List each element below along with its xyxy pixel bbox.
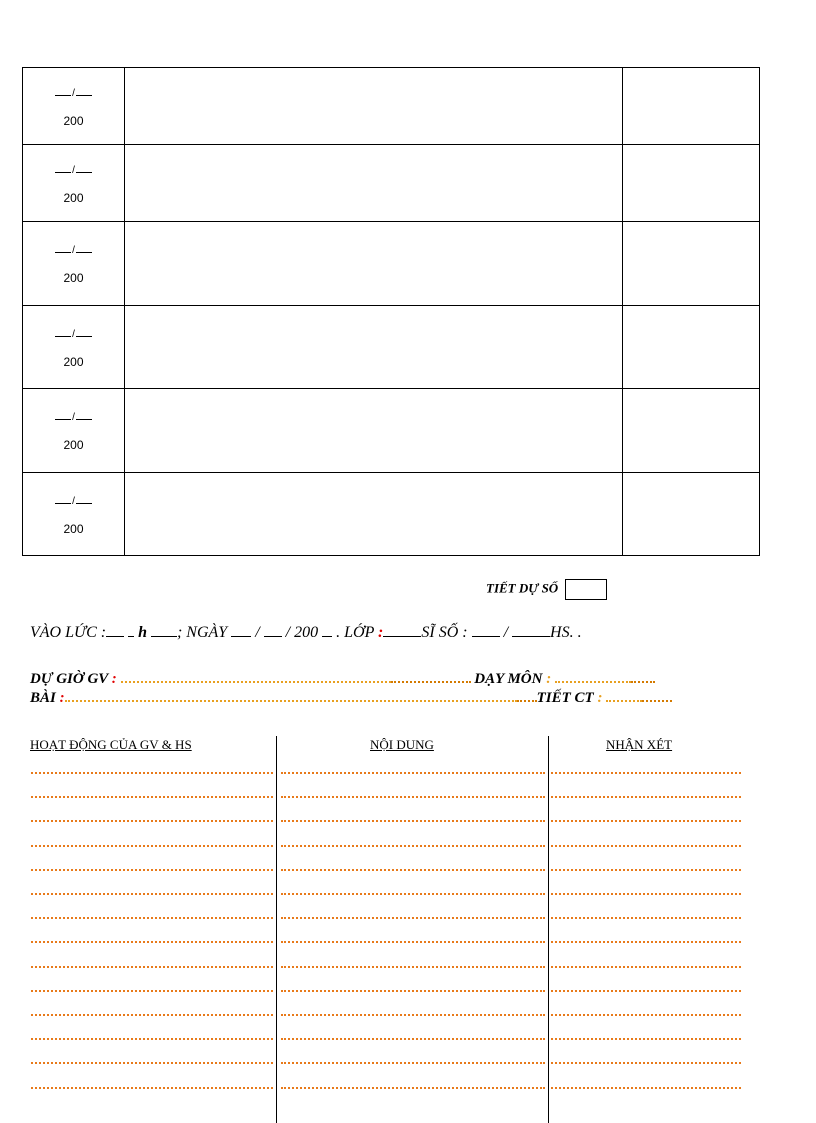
writing-line[interactable]: [31, 820, 273, 822]
date-cell[interactable]: / 200: [23, 222, 125, 306]
writing-line[interactable]: [281, 1038, 545, 1040]
writing-line[interactable]: [31, 772, 273, 774]
writing-line[interactable]: [31, 869, 273, 871]
date-cell[interactable]: / 200: [23, 306, 125, 389]
sign-cell[interactable]: [623, 145, 760, 222]
du-gio-gv-label: DỰ GIỜ GV: [30, 671, 109, 687]
writing-line[interactable]: [551, 966, 741, 968]
lesson-line: BÀI : TIẾT CT :: [30, 690, 672, 707]
tiet-ct-label: TIẾT CT: [536, 690, 594, 706]
date-cell[interactable]: / 200: [23, 389, 125, 473]
tiet-du-so-label: TIẾT DỰ SỐ: [486, 580, 559, 596]
writing-line[interactable]: [31, 917, 273, 919]
writing-line[interactable]: [281, 869, 545, 871]
present-blank[interactable]: [472, 624, 500, 637]
writing-line[interactable]: [551, 941, 741, 943]
writing-line[interactable]: [551, 796, 741, 798]
tiet-du-so-box[interactable]: [565, 579, 607, 600]
writing-line[interactable]: [31, 966, 273, 968]
date-year: 200: [63, 190, 84, 205]
log-row: [23, 145, 760, 222]
vao-luc-label: VÀO LỨC :: [30, 624, 107, 641]
column-activities-header: HOẠT ĐỘNG CỦA GV & HS: [30, 737, 192, 752]
column-comments-header: NHẬN XÉT: [606, 737, 673, 752]
hs-label: HS. .: [550, 624, 582, 641]
column-divider-right: [548, 736, 549, 1123]
date-year: 200: [63, 438, 84, 452]
date-cell[interactable]: / 200: [23, 68, 125, 145]
writing-line[interactable]: [551, 820, 741, 822]
bai-label: BÀI: [30, 690, 56, 706]
writing-line[interactable]: [31, 845, 273, 847]
h-label: h: [138, 624, 147, 641]
lesson-field[interactable]: [65, 696, 517, 702]
day-blank[interactable]: [231, 624, 251, 637]
total-blank[interactable]: [512, 624, 550, 637]
writing-line[interactable]: [281, 966, 545, 968]
date-year: 200: [63, 271, 84, 285]
writing-line[interactable]: [281, 1014, 545, 1016]
writing-line[interactable]: [281, 990, 545, 992]
writing-line[interactable]: [551, 772, 741, 774]
note-cell[interactable]: [125, 68, 623, 145]
date-year: 200: [63, 521, 84, 536]
day-mon-label: DẠY MÔN: [474, 671, 543, 687]
writing-line[interactable]: [281, 1087, 545, 1089]
writing-line[interactable]: [31, 796, 273, 798]
writing-line[interactable]: [551, 917, 741, 919]
writing-line[interactable]: [551, 1038, 741, 1040]
teacher-field[interactable]: [121, 677, 391, 683]
writing-line[interactable]: [551, 1087, 741, 1089]
log-row: [23, 473, 760, 556]
note-cell[interactable]: [125, 306, 623, 389]
writing-line[interactable]: [281, 941, 545, 943]
log-row: [23, 306, 760, 389]
date-year: 200: [63, 354, 84, 369]
date-year: 200: [63, 113, 84, 128]
writing-line[interactable]: [31, 990, 273, 992]
writing-line[interactable]: [551, 869, 741, 871]
date-cell[interactable]: / 200: [23, 145, 125, 222]
date-cell[interactable]: / 200: [23, 473, 125, 556]
minute-blank[interactable]: [151, 624, 177, 637]
observer-line: DỰ GIỜ GV : DẠY MÔN :: [30, 671, 655, 688]
sign-cell[interactable]: [623, 389, 760, 473]
sign-cell[interactable]: [623, 473, 760, 556]
writing-line[interactable]: [281, 1062, 545, 1064]
sign-cell[interactable]: [623, 306, 760, 389]
writing-line[interactable]: [281, 772, 545, 774]
log-row: [23, 389, 760, 473]
lop-label: . LỚP: [336, 624, 375, 641]
log-row: [23, 222, 760, 306]
writing-line[interactable]: [31, 1087, 273, 1089]
writing-line[interactable]: [551, 1062, 741, 1064]
writing-line[interactable]: [551, 845, 741, 847]
note-cell[interactable]: [125, 145, 623, 222]
ngay-label: ; NGÀY: [176, 624, 228, 641]
note-cell[interactable]: [125, 222, 623, 306]
log-row: [23, 68, 760, 145]
sign-cell[interactable]: [623, 222, 760, 306]
writing-line[interactable]: [31, 1014, 273, 1016]
writing-line[interactable]: [281, 820, 545, 822]
hour-blank[interactable]: [106, 624, 124, 637]
class-blank[interactable]: [383, 624, 421, 637]
writing-line[interactable]: [551, 893, 741, 895]
writing-line[interactable]: [551, 1014, 741, 1016]
sign-cell[interactable]: [623, 68, 760, 145]
writing-line[interactable]: [551, 990, 741, 992]
si-so-label: SĨ SỐ :: [421, 624, 468, 641]
period-field[interactable]: [606, 696, 642, 702]
writing-line[interactable]: [281, 917, 545, 919]
attendance-line: VÀO LỨC : h ; NGÀY / / 200 . LỚP : SĨ SỐ : / HS. .: [30, 624, 582, 641]
column-divider-left: [276, 736, 277, 1123]
year-blank[interactable]: [322, 624, 332, 637]
writing-line[interactable]: [31, 941, 273, 943]
log-table: [22, 67, 760, 556]
tiet-du-so: [486, 579, 607, 600]
writing-line[interactable]: [31, 1062, 273, 1064]
subject-field[interactable]: [555, 677, 631, 683]
note-cell[interactable]: [125, 389, 623, 473]
writing-line[interactable]: [31, 893, 273, 895]
column-content-header: NỘI DUNG: [370, 737, 434, 752]
writing-line[interactable]: [281, 893, 545, 895]
month-blank[interactable]: [264, 624, 282, 637]
writing-line[interactable]: [281, 845, 545, 847]
writing-line[interactable]: [31, 1038, 273, 1040]
writing-line[interactable]: [281, 796, 545, 798]
note-cell[interactable]: [125, 473, 623, 556]
